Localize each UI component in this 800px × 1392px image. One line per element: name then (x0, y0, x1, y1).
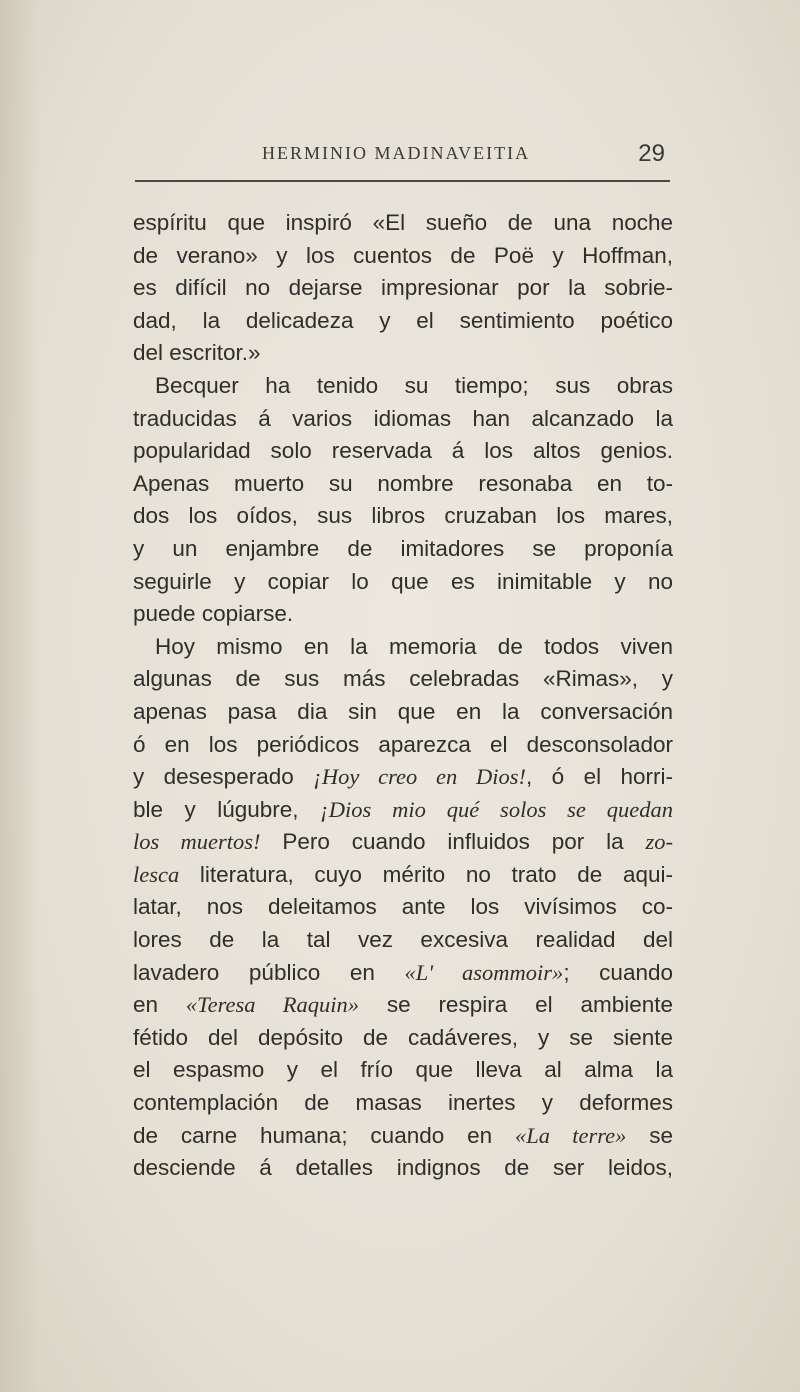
text-line (133, 663, 673, 696)
text-segment: lores de la tal vez excesiva realidad del (133, 927, 673, 953)
text-line (133, 500, 673, 533)
text-segment: y un enjambre de imitadores se proponía (133, 535, 673, 561)
text-line (133, 794, 673, 827)
italic-text-segment: «L' asommoir» (404, 959, 564, 985)
text-segment: ; cuando (563, 959, 673, 985)
text-segment: apenas pasa dia sin que en la conversación (133, 698, 673, 724)
text-line (133, 1152, 673, 1185)
text-segment: de carne humana; cuando en (133, 1122, 515, 1148)
text-line (133, 370, 673, 403)
text-segment: latar, nos deleitamos ante los vivísimos co- (133, 894, 673, 920)
text-segment: dos los oídos, sus libros cruzaban los mares, (133, 503, 673, 529)
page-gutter-shadow (0, 0, 40, 1392)
text-line (133, 566, 673, 599)
text-segment: el espasmo y el frío que lleva al alma la (133, 1057, 673, 1083)
italic-text-segment: ¡Dios mio qué solos se quedan (320, 796, 673, 822)
text-line (133, 240, 673, 273)
text-segment: algunas de sus más celebradas «Rimas», y (133, 666, 673, 692)
text-segment: fétido del depósito de cadáveres, y se siente (133, 1024, 673, 1050)
text-line (133, 533, 673, 566)
running-header (135, 140, 670, 170)
text-line (133, 337, 673, 370)
text-segment: popularidad solo reservada á los altos genios. (133, 438, 673, 464)
body-text (133, 207, 673, 1185)
text-segment: dad, la delicadeza y el sentimiento poético (133, 307, 673, 333)
text-segment: de verano» y los cuentos de Poë y Hoffman, (133, 242, 673, 268)
text-line (133, 957, 673, 990)
text-line (133, 989, 673, 1022)
text-segment: , ó el horri- (526, 764, 673, 790)
header-rule (135, 180, 670, 182)
text-line (133, 305, 673, 338)
italic-text-segment: los muertos! (133, 829, 261, 855)
text-segment: contemplación de masas inertes y deformes (133, 1090, 673, 1116)
text-segment: ó en los periódicos aparezca el desconsolador (133, 731, 673, 757)
text-line (133, 729, 673, 762)
text-segment: en (133, 992, 186, 1018)
text-segment: ble y lúgubre, (133, 796, 321, 822)
text-segment: Pero cuando influidos por la (260, 829, 646, 855)
italic-text-segment: ¡Hoy creo en Dios! (313, 764, 527, 790)
text-segment: y desesperado (133, 764, 314, 790)
italic-text-segment: «La terre» (514, 1122, 627, 1148)
italic-text-segment: lesca (133, 861, 180, 887)
text-line (133, 468, 673, 501)
text-segment: se (626, 1122, 673, 1148)
text-segment: Hoy mismo en la memoria de todos viven (155, 633, 673, 659)
text-segment: puede copiarse. (133, 601, 294, 627)
text-segment: del escritor.» (133, 340, 261, 366)
italic-text-segment: «Teresa Raquin» (185, 992, 359, 1018)
text-segment: se respira el ambiente (358, 992, 674, 1018)
text-segment: traducidas á varios idiomas han alcanzado la (133, 405, 673, 431)
text-line (133, 435, 673, 468)
page-number: 29 (638, 140, 665, 167)
text-segment: es difícil no dejarse impresionar por la sobrie- (133, 275, 673, 301)
text-line (133, 761, 673, 794)
text-segment: seguirle y copiar lo que es inimitable y no (133, 568, 673, 594)
text-line (133, 924, 673, 957)
text-line (133, 598, 673, 631)
header-author-name: HERMINIO MADINAVEITIA (262, 143, 531, 163)
text-line (133, 891, 673, 924)
text-line (133, 1087, 673, 1120)
text-line (133, 1120, 673, 1153)
text-line (133, 403, 673, 436)
text-line (133, 1022, 673, 1055)
text-line (133, 826, 673, 859)
text-segment: literatura, cuyo mérito no trato de aqui- (179, 861, 673, 887)
text-segment: espíritu que inspiró «El sueño de una noche (133, 210, 673, 235)
text-line (133, 696, 673, 729)
italic-text-segment: zo- (645, 829, 674, 855)
text-line (133, 272, 673, 305)
text-line (133, 207, 673, 240)
text-line (133, 631, 673, 664)
text-line (133, 1054, 673, 1087)
text-line (133, 859, 673, 892)
text-segment: lavadero público en (133, 959, 405, 985)
text-segment: Apenas muerto su nombre resonaba en to- (133, 470, 673, 496)
text-segment: desciende á detalles indignos de ser leidos, (133, 1155, 673, 1181)
text-segment: Becquer ha tenido su tiempo; sus obras (155, 372, 673, 398)
